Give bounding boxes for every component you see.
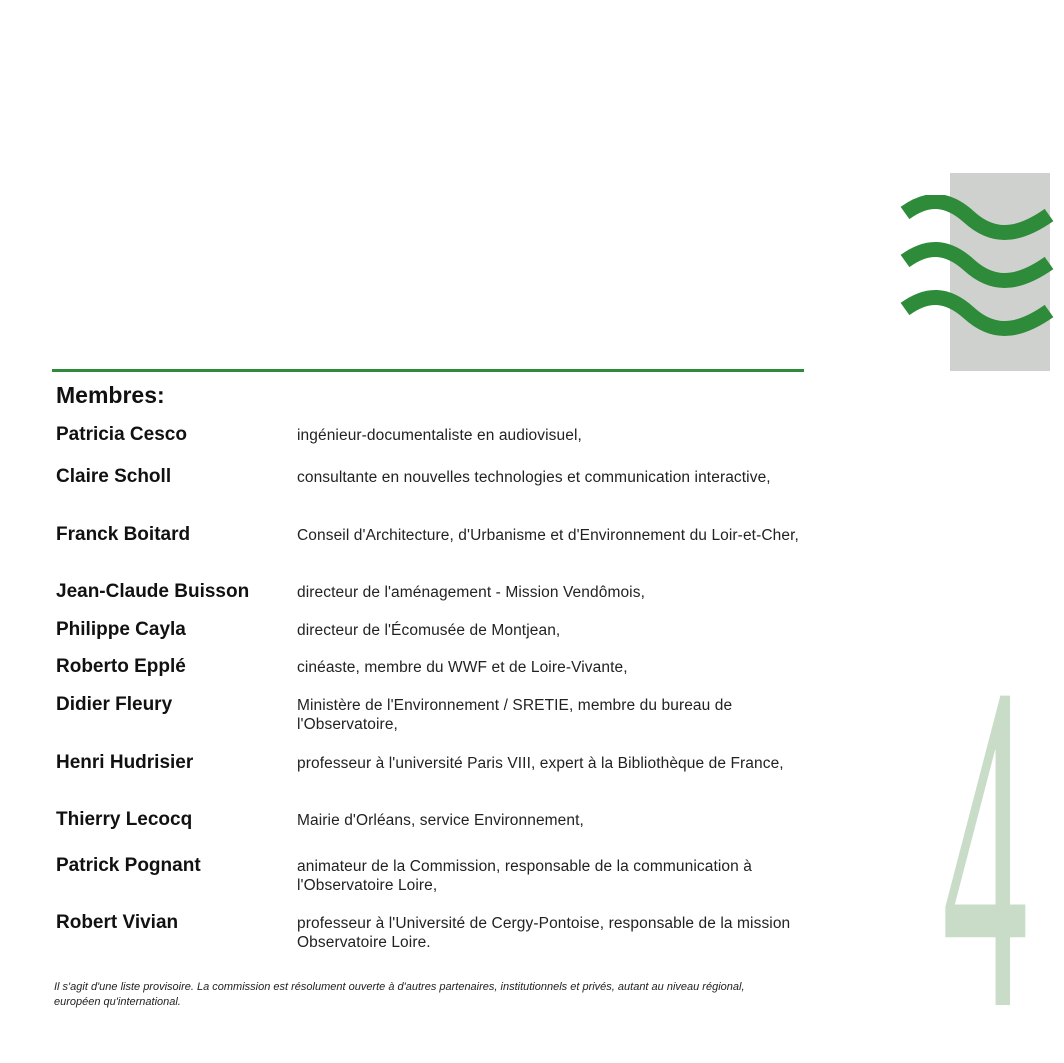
- member-role: consultante en nouvelles technologies et communication interactive,: [297, 469, 771, 486]
- page-number: [940, 650, 1030, 1010]
- member-name: Thierry Lecocq: [56, 809, 193, 830]
- member-role: ingénieur-documentaliste en audiovisuel,: [297, 427, 582, 444]
- member-role: animateur de la Commission, responsable de la communication à l'Observatoire Loire,: [297, 858, 752, 894]
- footnote: Il s'agit d'une liste provisoire. La commission est résolument ouverte à d'autres partenaires, institutionnels et privés, autant au niveau régional, européen qu'international.: [54, 981, 745, 1008]
- member-name: Patrick Pognant: [56, 855, 201, 876]
- page-number-text: 4: [942, 650, 1028, 1010]
- member-role: professeur à l'université Paris VIII, expert à la Bibliothèque de France,: [297, 755, 784, 772]
- member-name: Claire Scholl: [56, 466, 172, 487]
- member-role: Conseil d'Architecture, d'Urbanisme et d'Environnement du Loir-et-Cher,: [297, 527, 799, 544]
- members-heading: Membres:: [56, 382, 165, 408]
- member-role: professeur à l'Université de Cergy-Pontoise, responsable de la mission Observatoire Loire.: [297, 915, 791, 951]
- member-name: Roberto Epplé: [56, 656, 186, 677]
- member-name: Philippe Cayla: [56, 619, 186, 640]
- member-name: Jean-Claude Buisson: [56, 581, 250, 602]
- member-name: Henri Hudrisier: [56, 752, 194, 773]
- member-name: Didier Fleury: [56, 694, 173, 715]
- member-role: directeur de l'Écomusée de Montjean,: [297, 622, 561, 639]
- member-role: cinéaste, membre du WWF et de Loire-Vivante,: [297, 659, 628, 676]
- member-role: directeur de l'aménagement - Mission Vendômois,: [297, 584, 645, 601]
- member-name: Robert Vivian: [56, 912, 179, 933]
- member-name: Patricia Cesco: [56, 424, 187, 445]
- member-name: Franck Boitard: [56, 524, 191, 545]
- member-role: Mairie d'Orléans, service Environnement,: [297, 812, 584, 829]
- member-role: Ministère de l'Environnement / SRETIE, membre du bureau de l'Observatoire,: [297, 697, 733, 733]
